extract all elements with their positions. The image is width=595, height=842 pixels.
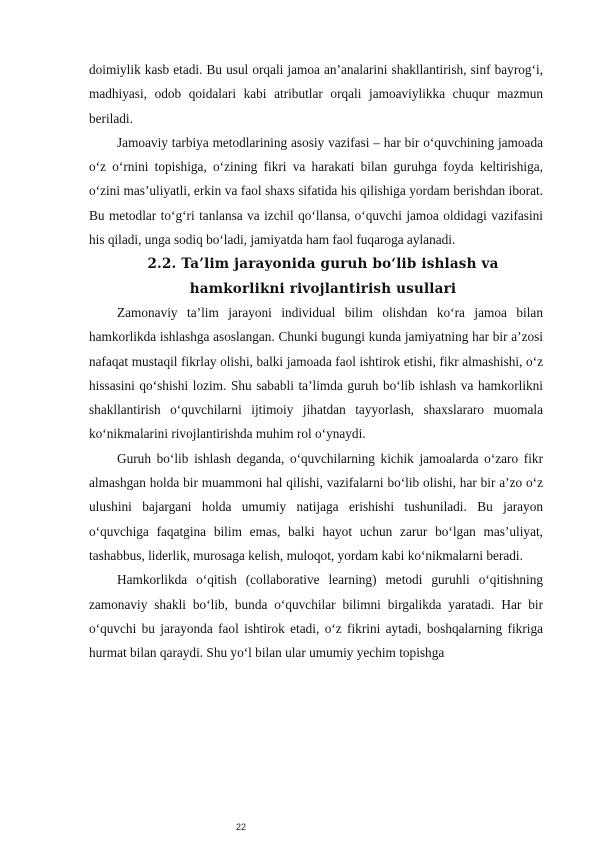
paragraph: Hamkorlikda o‘qitish (collaborative learning) metodi guruhli o‘qitishning zamonaviy shakli bo‘lib, bunda o‘quvchilar bilimni birgalikda yaratadi. Har bir o‘quvchi bu jarayonda faol ishtirok etadi, o‘z fikrini aytadi, boshqalarning fikriga hurmat bilan qaraydi. Shu yo‘l bilan ular umumiy yechim topishga — [89, 572, 543, 661]
page-content — [89, 58, 543, 665]
section-heading: 2.2. Ta’lim jarayonida guruh bo‘lib ishlash va hamkorlikni rivojlantirish usullari — [147, 256, 499, 297]
paragraph: Guruh bo‘lib ishlash deganda, o‘quvchilarning kichik jamoalarda o‘zaro fikr almashgan holda bir muammoni hal qilishi, vazifalarni bo‘lib olishi, har bir a’zo o‘z ulushini bajargani holda umumiy natijaga erishishi tushuniladi. Bu jarayon o‘quvchiga faqatgina bilim emas, balki hayot uchun zarur bo‘lgan mas’uliyat, tashabbus, liderlik, murosaga kelish, muloqot, yordam kabi ko‘nikmalarni beradi. — [89, 450, 543, 563]
paragraph: Jamoaviy tarbiya metodlarining asosiy vazifasi – har bir o‘quvchining jamoada o‘z o‘rnini topishiga, o‘zining fikri va harakati bilan guruhga foyda keltirishiga, o‘zini mas’uliyatli, erkin va faol shaxs sifatida his qilishiga yordam berishdan iborat. Bu metodlar to‘g‘ri tanlansa va izchil qo‘llansa, o‘quvchi jamoa oldidagi vazifasini his qiladi, unga sodiq bo‘ladi, jamiyatda ham faol fuqaroga aylanadi. — [89, 134, 543, 248]
paragraph-continued: doimiylik kasb etadi. Bu usul orqali jamoa an’analarini shakllantirish, sinf bayrog‘i, madhiyasi, odob qoidalari kabi atributlar orqali jamoaviylikka chuqur mazmun beriladi. — [89, 62, 543, 126]
paragraph: Zamonaviy ta’lim jarayoni individual bilim olishdan ko‘ra jamoa bilan hamkorlikda ishlashga asoslangan. Chunki bugungi kunda jamiyatning har bir a’zosi nafaqat mustaqil fikrlay olishi, balki jamoada faol ishtirok etishi, fikr almashishi, o‘z hissasini qo‘shishi lozim. Shu sababli ta’limda guruh bo‘lib ishlash va hamkorlikni shakllantirish o‘quvchilarni ijtimoiy jihatdan tayyorlash, shaxslararo muomala ko‘nikmalarini rivojlantirishda muhim rol o‘ynaydi. — [89, 304, 543, 442]
page-number: 22 — [236, 822, 247, 832]
